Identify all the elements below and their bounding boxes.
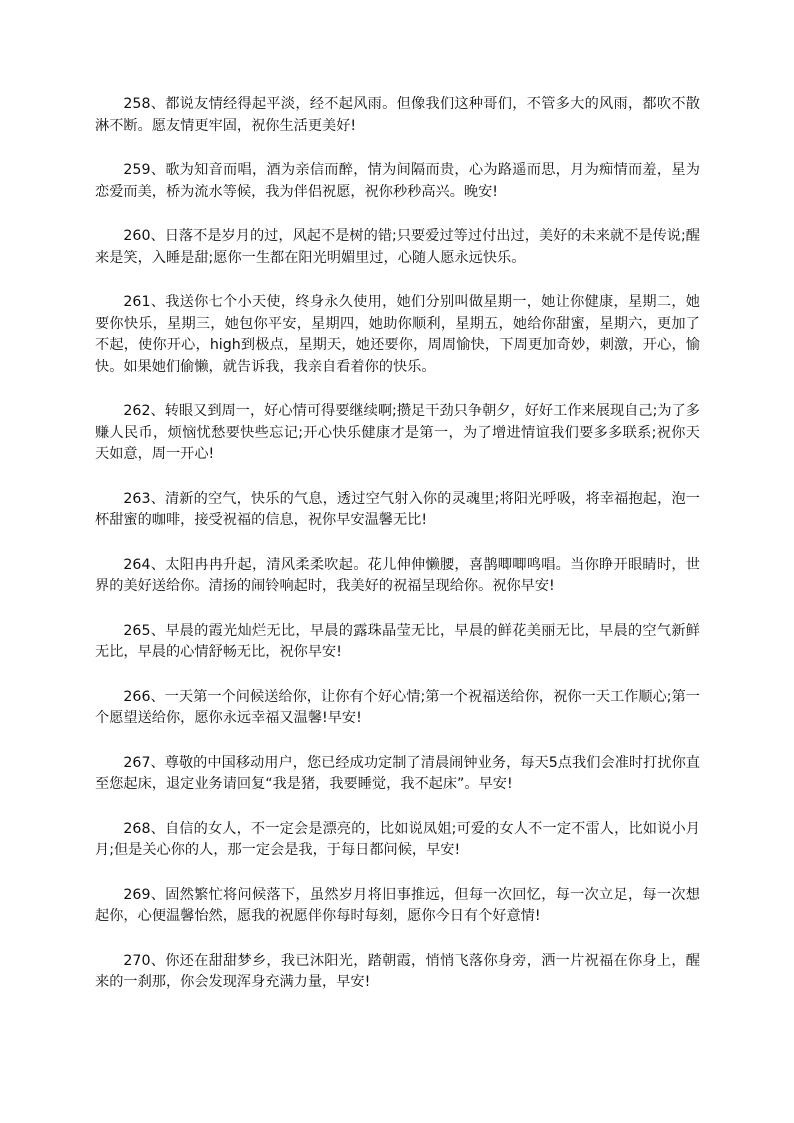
- paragraph-260: 260、日落不是岁月的过，风起不是树的错;只要爱过等过付出过，美好的未来就不是传说;醒来是笑，入睡是甜;愿你一生都在阳光明媚里过，心随人愿永远快乐。: [95, 228, 700, 266]
- paragraph-267: 267、尊敬的中国移动用户，您已经成功定制了清晨闹钟业务，每天5点我们会准时打扰你直至您起床，退定业务请回复“我是猪，我要睡觉，我不起床”。早安!: [95, 754, 700, 792]
- paragraph-259: 259、歌为知音而唱，酒为亲信而醉，情为间隔而贵，心为路遥而思，月为痴情而羞，星为恋爱而美，桥为流水等候，我为伴侣祝愿，祝你秒秒高兴。晚安!: [95, 162, 700, 200]
- paragraph-268: 268、自信的女人，不一定会是漂亮的，比如说凤姐;可爱的女人不一定不雷人，比如说小月月;但是关心你的人，那一定会是我，于每日都问候，早安!: [95, 820, 700, 858]
- paragraph-262: 262、转眼又到周一，好心情可得要继续啊;攒足干劲只争朝夕，好好工作来展现自己;为了多赚人民币，烦恼忧愁要快些忘记;开心快乐健康才是第一，为了增进情谊我们要多多联系;祝你天天如意，周一开心!: [95, 403, 700, 462]
- paragraph-269: 269、固然繁忙将问候落下，虽然岁月将旧事推远，但每一次回忆，每一次立足，每一次想起你，心便温馨怡然，愿我的祝愿伴你每时每刻，愿你今日有个好意情!: [95, 886, 700, 924]
- paragraph-270: 270、你还在甜甜梦乡，我已沐阳光，踏朝霞，悄悄飞落你身旁，洒一片祝福在你身上，醒来的一刹那，你会发现浑身充满力量，早安!: [95, 952, 700, 990]
- paragraph-263: 263、清新的空气，快乐的气息，透过空气射入你的灵魂里;将阳光呼吸，将幸福抱起，泡一杯甜蜜的咖啡，接受祝福的信息，祝你早安温馨无比!: [95, 490, 700, 528]
- paragraph-258: 258、都说友情经得起平淡，经不起风雨。但像我们这种哥们，不管多大的风雨，都吹不散淋不断。愿友情更牢固，祝你生活更美好!: [95, 96, 700, 134]
- paragraph-261: 261、我送你七个小天使，终身永久使用，她们分别叫做星期一，她让你健康，星期二，她要你快乐，星期三，她包你平安，星期四，她助你顺利，星期五，她给你甜蜜，星期六，更加了不起，使你开心，high到极点，星期天，她还要你，周周愉快，下周更加奇妙，刺激，开心，愉快。如果她们偷懒，就告诉我，我亲自看着你的快乐。: [95, 294, 700, 375]
- document-body: [95, 94, 700, 1017]
- paragraph-265: 265、早晨的霞光灿烂无比，早晨的露珠晶莹无比，早晨的鲜花美丽无比，早晨的空气新鲜无比，早晨的心情舒畅无比，祝你早安!: [95, 622, 700, 660]
- paragraph-264: 264、太阳冉冉升起，清风柔柔吹起。花儿伸伸懒腰，喜鹊唧唧鸣唱。当你睁开眼睛时，世界的美好送给你。清扬的闹铃响起时，我美好的祝福呈现给你。祝你早安!: [95, 556, 700, 594]
- paragraph-266: 266、一天第一个问候送给你，让你有个好心情;第一个祝福送给你，祝你一天工作顺心;第一个愿望送给你，愿你永远幸福又温馨!早安!: [95, 688, 700, 726]
